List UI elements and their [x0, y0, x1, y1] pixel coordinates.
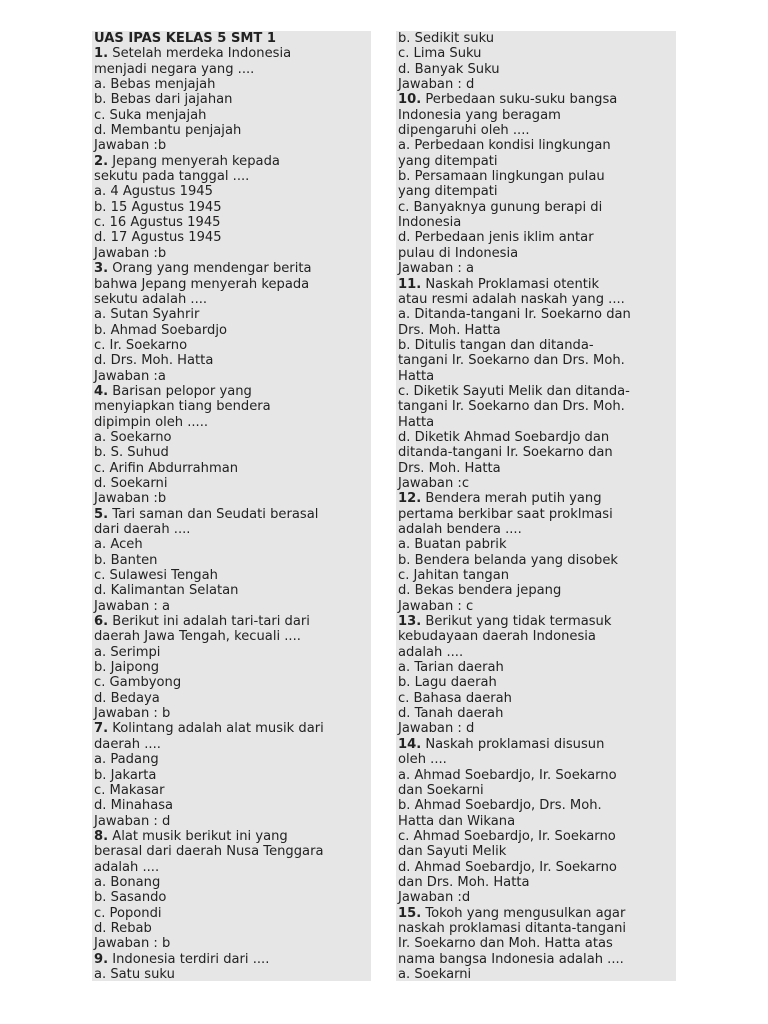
question-line [398, 906, 676, 921]
text-line [94, 906, 371, 921]
line-text: a. Perbedaan kondisi lingkungan [398, 138, 611, 154]
text-line [398, 138, 676, 153]
question-line [94, 952, 371, 967]
line-text: dan Soekarni [398, 782, 484, 798]
text-line [94, 921, 371, 936]
text-line [398, 323, 676, 338]
question-number: 15. [398, 905, 422, 921]
question-line [398, 491, 676, 506]
line-text: d. Bedaya [94, 690, 160, 706]
question-number: 1. [94, 46, 109, 62]
text-line [94, 62, 371, 77]
line-text: a. Soekarni [398, 966, 472, 982]
line-text: adalah bendera .... [398, 522, 522, 537]
line-text: c. Popondi [94, 905, 162, 921]
line-text: menjadi negara yang .... [94, 61, 255, 77]
question-number: 7. [94, 721, 109, 737]
line-text: Perbedaan suku-suku bangsa [421, 92, 618, 108]
line-text: c. Banyaknya gunung berapi di [398, 199, 603, 215]
line-text: Jawaban :c [398, 475, 470, 491]
text-line [398, 875, 676, 890]
line-text: Drs. Moh. Hatta [398, 322, 501, 338]
text-line [398, 629, 676, 644]
question-number: 12. [398, 491, 422, 507]
text-line [398, 860, 676, 875]
question-number: 5. [94, 506, 109, 522]
question-number: 14. [398, 736, 422, 752]
line-text: a. Ahmad Soebardjo, Ir. Soekarno [398, 767, 617, 783]
question-number: 11. [398, 276, 422, 292]
line-text: bahwa Jepang menyerah kepada [94, 276, 310, 292]
line-text: Jawaban :a [94, 368, 166, 384]
text-line [94, 108, 371, 123]
line-text: dan Drs. Moh. Hatta [398, 874, 530, 890]
text-line [398, 169, 676, 184]
line-text: Jawaban : d [398, 77, 475, 93]
question-line [94, 829, 371, 844]
line-text: Tari saman dan Seudati berasal [108, 506, 319, 522]
text-line [94, 783, 371, 798]
line-text: c. Gambyong [94, 675, 182, 691]
line-text: d. Bekas bendera jepang [398, 583, 562, 599]
question-line [94, 721, 371, 736]
line-text: b. Jaipong [94, 660, 160, 676]
line-text: c. Ahmad Soebardjo, Ir. Soekarno [398, 828, 616, 844]
question-line [94, 46, 371, 61]
text-line [398, 123, 676, 138]
line-text: Indonesia terdiri dari .... [108, 951, 270, 967]
text-line [94, 660, 371, 675]
text-line [94, 860, 371, 875]
text-line [398, 338, 676, 353]
line-text: tangani Ir. Soekarno dan Drs. Moh. [398, 399, 625, 415]
text-line [94, 583, 371, 598]
right-lines-container [398, 31, 676, 982]
text-line [398, 77, 676, 92]
line-text: d. Ahmad Soebardjo, Ir. Soekarno [398, 859, 617, 875]
line-text: d. Banyak Suku [398, 61, 500, 77]
text-line [94, 967, 371, 982]
line-text: b. Ahmad Soebardjo [94, 322, 227, 338]
text-line [398, 675, 676, 690]
question-number: 10. [398, 92, 422, 108]
text-line [398, 261, 676, 276]
question-number: 9. [94, 951, 109, 967]
line-text: yang ditempati [398, 153, 498, 169]
line-text: c. Jahitan tangan [398, 568, 510, 584]
question-number: 8. [94, 828, 109, 844]
text-line [398, 660, 676, 675]
line-text: ditanda-tangani Ir. Soekarno dan [398, 445, 613, 461]
text-line [94, 798, 371, 813]
text-line [398, 691, 676, 706]
line-text: Tokoh yang mengusulkan agar [421, 905, 626, 921]
line-text: c. Sulawesi Tengah [94, 568, 218, 584]
line-text: Jawaban : c [398, 598, 474, 614]
text-line [398, 921, 676, 936]
text-line [398, 415, 676, 430]
text-line [94, 768, 371, 783]
line-text: sekutu pada tanggal .... [94, 169, 250, 185]
line-text: Jawaban : d [94, 813, 171, 829]
text-line [94, 844, 371, 859]
text-line [94, 875, 371, 890]
line-text: Naskah Proklamasi otentik [421, 276, 600, 292]
line-text: Naskah proklamasi disusun [421, 736, 605, 752]
line-text: a. Satu suku [94, 966, 175, 982]
text-line [94, 215, 371, 230]
line-text: a. Sutan Syahrir [94, 307, 200, 323]
text-line [94, 138, 371, 153]
line-text: a. Aceh [94, 537, 143, 553]
text-line [94, 399, 371, 414]
line-text: daerah .... [94, 736, 161, 752]
line-text: dari daerah .... [94, 522, 191, 537]
text-line [94, 307, 371, 322]
text-line [398, 200, 676, 215]
text-line [94, 430, 371, 445]
line-text: Indonesia [398, 215, 462, 231]
line-text: d. Perbedaan jenis iklim antar [398, 230, 594, 246]
text-line [94, 184, 371, 199]
text-line [398, 752, 676, 767]
text-line [398, 952, 676, 967]
line-text: a. Tarian daerah [398, 660, 504, 676]
text-line [398, 230, 676, 245]
text-line [398, 706, 676, 721]
text-line [94, 123, 371, 138]
text-line [94, 461, 371, 476]
left-lines-container [94, 46, 371, 982]
question-number: 6. [94, 614, 109, 630]
line-text: Orang yang mendengar berita [108, 261, 312, 277]
text-line [398, 829, 676, 844]
text-line [398, 399, 676, 414]
line-text: d. Tanah daerah [398, 706, 504, 722]
text-line [398, 476, 676, 491]
text-line [94, 292, 371, 307]
text-line [94, 323, 371, 338]
question-line [398, 737, 676, 752]
question-number: 4. [94, 383, 109, 399]
line-text: b. Bendera belanda yang disobek [398, 552, 619, 568]
line-text: Jawaban : b [94, 936, 171, 952]
text-line [398, 522, 676, 537]
text-line [94, 890, 371, 905]
line-text: Hatta [398, 368, 435, 384]
text-line [398, 353, 676, 368]
text-line [94, 691, 371, 706]
line-text: Berikut ini adalah tari-tari dari [108, 614, 310, 630]
line-text: Jawaban :b [94, 491, 167, 507]
line-text: Barisan pelopor yang [108, 383, 252, 399]
question-line [94, 154, 371, 169]
text-line [398, 154, 676, 169]
text-line [94, 277, 371, 292]
question-line [398, 92, 676, 107]
line-text: d. Diketik Ahmad Soebardjo dan [398, 429, 610, 445]
line-text: a. Ditanda-tangani Ir. Soekarno dan [398, 307, 631, 323]
text-line [94, 200, 371, 215]
text-line [398, 215, 676, 230]
text-line [398, 108, 676, 123]
line-text: Setelah merdeka Indonesia [108, 46, 292, 62]
text-line [398, 292, 676, 307]
line-text: b. Jakarta [94, 767, 157, 783]
text-line [94, 522, 371, 537]
line-text: atau resmi adalah naskah yang .... [398, 291, 625, 307]
line-text: menyiapkan tiang bendera [94, 399, 271, 415]
text-line [398, 62, 676, 77]
line-text: daerah Jawa Tengah, kecuali .... [94, 629, 301, 645]
text-line [94, 476, 371, 491]
text-line [398, 768, 676, 783]
text-line [94, 415, 371, 430]
line-text: c. Bahasa daerah [398, 690, 512, 706]
line-text: tangani Ir. Soekarno dan Drs. Moh. [398, 353, 625, 369]
line-text: a. Serimpi [94, 644, 161, 660]
line-text: a. Buatan pabrik [398, 537, 507, 553]
text-line [94, 629, 371, 644]
line-text: b. Ahmad Soebardjo, Drs. Moh. [398, 798, 602, 814]
line-text: b. Lagu daerah [398, 675, 497, 691]
text-line [398, 31, 676, 46]
text-line [94, 568, 371, 583]
text-line [94, 445, 371, 460]
text-line [398, 384, 676, 399]
text-line [398, 814, 676, 829]
text-line [94, 369, 371, 384]
line-text: a. Bebas menjajah [94, 77, 216, 93]
line-text: c. Makasar [94, 782, 165, 798]
line-text: pertama berkibar saat proklmasi [398, 506, 613, 522]
line-text: d. Soekarni [94, 475, 168, 491]
text-line [94, 77, 371, 92]
line-text: dipimpin oleh ..... [94, 414, 209, 430]
text-line [398, 798, 676, 813]
line-text: c. Arifin Abdurrahman [94, 460, 239, 476]
line-text: Jepang menyerah kepada [108, 153, 280, 169]
line-text: Jawaban : a [398, 261, 475, 277]
line-text: adalah .... [398, 644, 464, 660]
line-text: d. Rebab [94, 920, 152, 936]
line-text: d. Membantu penjajah [94, 123, 242, 139]
text-line [94, 737, 371, 752]
line-text: yang ditempati [398, 184, 498, 200]
line-text: dipengaruhi oleh .... [398, 123, 530, 139]
text-line [398, 890, 676, 905]
text-line [398, 553, 676, 568]
text-line [398, 783, 676, 798]
question-line [94, 261, 371, 276]
line-text: naskah proklamasi ditanta-tangani [398, 920, 627, 936]
line-text: Berikut yang tidak termasuk [421, 614, 612, 630]
text-line [398, 461, 676, 476]
text-line [398, 583, 676, 598]
line-text: Jawaban : b [94, 706, 171, 722]
line-text: a. 4 Agustus 1945 [94, 184, 213, 200]
text-line [398, 184, 676, 199]
line-text: Drs. Moh. Hatta [398, 460, 501, 476]
line-text: Hatta [398, 414, 435, 430]
line-text: b. Banten [94, 552, 158, 568]
text-line [94, 814, 371, 829]
line-text: berasal dari daerah Nusa Tenggara [94, 844, 324, 860]
line-text: a. Padang [94, 752, 159, 768]
line-text: a. Bonang [94, 874, 161, 890]
line-text: d. Drs. Moh. Hatta [94, 353, 214, 369]
line-text: b. Bebas dari jajahan [94, 92, 233, 108]
text-line [398, 307, 676, 322]
document-title: UAS IPAS KELAS 5 SMT 1 [94, 31, 277, 46]
line-text: Hatta dan Wikana [398, 813, 516, 829]
text-line [398, 507, 676, 522]
right-text-column [396, 31, 676, 981]
line-text: c. Ir. Soekarno [94, 337, 188, 353]
line-text: Ir. Soekarno dan Moh. Hatta atas [398, 936, 613, 952]
text-line [94, 92, 371, 107]
line-text: b. Ditulis tangan dan ditanda- [398, 337, 594, 353]
text-line [94, 599, 371, 614]
text-line [398, 645, 676, 660]
line-text: Jawaban : a [94, 598, 171, 614]
text-line [398, 844, 676, 859]
text-line [398, 445, 676, 460]
text-line [398, 936, 676, 951]
line-text: a. Soekarno [94, 429, 172, 445]
text-line [94, 537, 371, 552]
question-number: 3. [94, 261, 109, 277]
text-line [94, 246, 371, 261]
text-line [94, 338, 371, 353]
text-line [94, 353, 371, 368]
text-line [94, 491, 371, 506]
text-line [398, 721, 676, 736]
line-text: Jawaban :d [398, 890, 471, 906]
line-text: sekutu adalah .... [94, 291, 208, 307]
line-text: d. Kalimantan Selatan [94, 583, 239, 599]
line-text: d. Minahasa [94, 798, 174, 814]
question-line [94, 384, 371, 399]
text-line [398, 46, 676, 61]
text-line [398, 568, 676, 583]
text-line [398, 599, 676, 614]
line-text: Jawaban :b [94, 138, 167, 154]
line-text: Jawaban :b [94, 245, 167, 261]
text-line [94, 675, 371, 690]
line-text: Alat musik berikut ini yang [108, 828, 288, 844]
line-text: b. 15 Agustus 1945 [94, 199, 222, 215]
line-text: c. Lima Suku [398, 46, 482, 62]
text-line [94, 936, 371, 951]
line-text: pulau di Indonesia [398, 245, 519, 261]
question-line [398, 614, 676, 629]
text-line [398, 537, 676, 552]
line-text: Bendera merah putih yang [421, 491, 602, 507]
line-text: adalah .... [94, 859, 160, 875]
text-line [94, 553, 371, 568]
text-line [398, 967, 676, 982]
text-line [398, 246, 676, 261]
line-text: dan Sayuti Melik [398, 844, 507, 860]
line-text: kebudayaan daerah Indonesia [398, 629, 596, 645]
line-text: b. S. Suhud [94, 445, 169, 461]
question-number: 13. [398, 614, 422, 630]
question-line [94, 614, 371, 629]
text-line [94, 230, 371, 245]
question-line [94, 507, 371, 522]
line-text: b. Sasando [94, 890, 167, 906]
line-text: b. Sedikit suku [398, 31, 495, 46]
line-text: Kolintang adalah alat musik dari [108, 721, 324, 737]
text-line [398, 430, 676, 445]
line-text: c. Diketik Sayuti Melik dan ditanda- [398, 383, 630, 399]
line-text: Indonesia yang beragam [398, 107, 561, 123]
line-text: c. 16 Agustus 1945 [94, 215, 221, 231]
left-text-column [92, 31, 371, 981]
text-line [94, 645, 371, 660]
text-line [94, 169, 371, 184]
question-number: 2. [94, 153, 109, 169]
line-text: b. Persamaan lingkungan pulau [398, 169, 605, 185]
line-text: d. 17 Agustus 1945 [94, 230, 222, 246]
line-text: c. Suka menjajah [94, 107, 207, 123]
text-line [94, 752, 371, 767]
question-line [398, 277, 676, 292]
text-line [94, 706, 371, 721]
line-text: oleh .... [398, 752, 447, 768]
line-text: Jawaban : d [398, 721, 475, 737]
line-text: nama bangsa Indonesia adalah .... [398, 951, 624, 967]
text-line [398, 369, 676, 384]
